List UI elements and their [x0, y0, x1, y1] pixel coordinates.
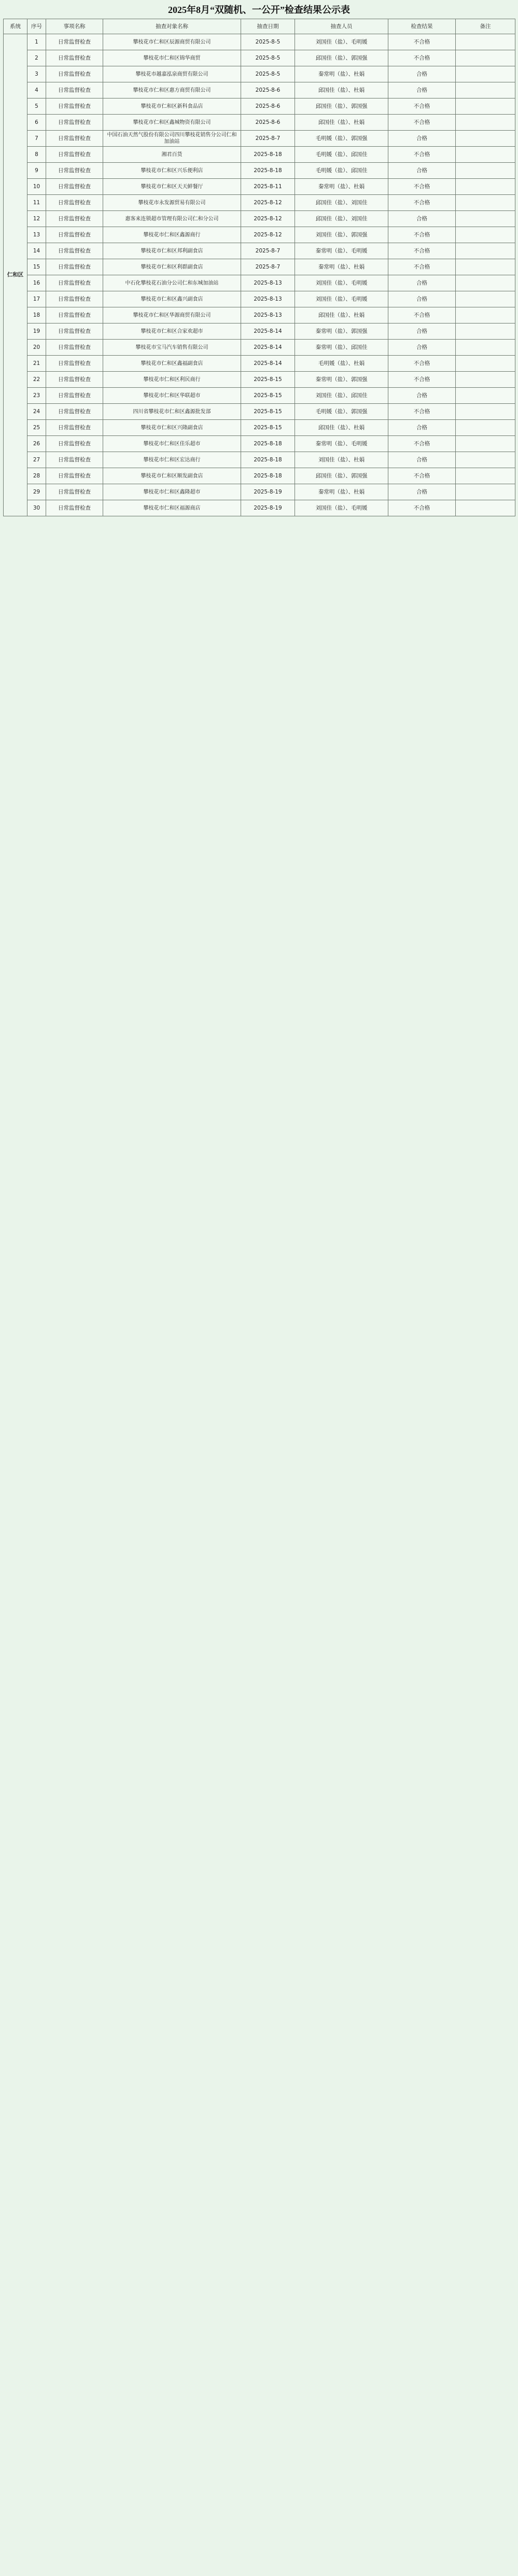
cell-date: 2025-8-18	[241, 163, 295, 179]
cell-staff: 秦常明（盐）、杜娟	[295, 484, 388, 500]
cell-item: 日常监督检查	[46, 468, 103, 484]
cell-item: 日常监督检查	[46, 147, 103, 163]
cell-note	[456, 147, 515, 163]
cell-note	[456, 420, 515, 436]
cell-no: 19	[27, 323, 46, 340]
cell-no: 27	[27, 452, 46, 468]
cell-date: 2025-8-15	[241, 404, 295, 420]
cell-date: 2025-8-5	[241, 34, 295, 50]
table-row	[4, 131, 515, 147]
inspection-table	[3, 19, 515, 516]
cell-no: 8	[27, 147, 46, 163]
table-row	[4, 388, 515, 404]
cell-date: 2025-8-18	[241, 452, 295, 468]
cell-no: 26	[27, 436, 46, 452]
table-row	[4, 50, 515, 66]
cell-unit: 攀枝花市仁和区辰源商贸有限公司	[103, 34, 241, 50]
cell-item: 日常监督检查	[46, 98, 103, 115]
cell-unit: 攀枝花市越嘉泓泉商贸有限公司	[103, 66, 241, 82]
cell-item: 日常监督检查	[46, 179, 103, 195]
table-row	[4, 34, 515, 50]
cell-staff: 毛明媛（盐）、郭国强	[295, 404, 388, 420]
cell-unit: 攀枝花市仁和区惠方商贸有限公司	[103, 82, 241, 98]
cell-date: 2025-8-6	[241, 115, 295, 131]
table-row	[4, 404, 515, 420]
cell-item: 日常监督检查	[46, 243, 103, 259]
table-row	[4, 115, 515, 131]
cell-item: 日常监督检查	[46, 66, 103, 82]
cell-date: 2025-8-6	[241, 98, 295, 115]
table-row	[4, 179, 515, 195]
cell-item: 日常监督检查	[46, 436, 103, 452]
cell-date: 2025-8-14	[241, 356, 295, 372]
cell-unit: 攀枝花市仁和区华源商贸有限公司	[103, 307, 241, 323]
cell-note	[456, 323, 515, 340]
page-title: 2025年8月“双随机、一公开”检查结果公示表	[168, 5, 350, 15]
cell-no: 22	[27, 372, 46, 388]
cell-unit: 攀枝花市仁和区佳乐超市	[103, 436, 241, 452]
cell-result: 不合格	[388, 468, 456, 484]
cell-unit: 攀枝花市仁和区鑫源商行	[103, 227, 241, 243]
cell-no: 4	[27, 82, 46, 98]
header-cell: 抽查人员	[295, 19, 388, 34]
cell-item: 日常监督检查	[46, 484, 103, 500]
table-row	[4, 82, 515, 98]
cell-unit: 湘君百货	[103, 147, 241, 163]
cell-no: 3	[27, 66, 46, 82]
cell-unit: 攀枝花市仁和区鑫城物资有限公司	[103, 115, 241, 131]
cell-date: 2025-8-6	[241, 82, 295, 98]
cell-note	[456, 372, 515, 388]
cell-unit: 攀枝花市仁和区华联超市	[103, 388, 241, 404]
cell-no: 13	[27, 227, 46, 243]
cell-unit: 攀枝花市仁和区合家欢超市	[103, 323, 241, 340]
cell-no: 18	[27, 307, 46, 323]
cell-staff: 毛明媛（盐）、邱国佳	[295, 163, 388, 179]
cell-note	[456, 66, 515, 82]
header-cell: 抽查对象名称	[103, 19, 241, 34]
cell-unit: 四川省攀枝花市仁和区鑫源批发部	[103, 404, 241, 420]
cell-result: 不合格	[388, 98, 456, 115]
cell-item: 日常监督检查	[46, 211, 103, 227]
cell-note	[456, 227, 515, 243]
cell-result: 不合格	[388, 34, 456, 50]
cell-item: 日常监督检查	[46, 195, 103, 211]
cell-no: 2	[27, 50, 46, 66]
cell-item: 日常监督检查	[46, 34, 103, 50]
cell-item: 日常监督检查	[46, 259, 103, 275]
cell-item: 日常监督检查	[46, 291, 103, 307]
cell-date: 2025-8-19	[241, 484, 295, 500]
cell-no: 11	[27, 195, 46, 211]
cell-staff: 邱国佳（盐）、杜娟	[295, 115, 388, 131]
table-row	[4, 147, 515, 163]
cell-item: 日常监督检查	[46, 227, 103, 243]
cell-note	[456, 259, 515, 275]
cell-note	[456, 50, 515, 66]
cell-date: 2025-8-18	[241, 147, 295, 163]
cell-staff: 邱国佳（盐）、杜娟	[295, 420, 388, 436]
cell-result: 不合格	[388, 372, 456, 388]
cell-no: 21	[27, 356, 46, 372]
cell-staff: 秦常明（盐）、杜娟	[295, 259, 388, 275]
cell-result: 不合格	[388, 500, 456, 516]
cell-unit: 攀枝花市仁和区利民商行	[103, 372, 241, 388]
cell-note	[456, 452, 515, 468]
cell-staff: 毛明媛（盐）、杜娟	[295, 356, 388, 372]
cell-item: 日常监督检查	[46, 500, 103, 516]
cell-result: 合格	[388, 82, 456, 98]
cell-unit: 攀枝花市仁和区鑫隆超市	[103, 484, 241, 500]
header-cell: 系统	[4, 19, 27, 34]
cell-no: 30	[27, 500, 46, 516]
cell-no: 10	[27, 179, 46, 195]
cell-note	[456, 307, 515, 323]
table-header-row	[4, 19, 515, 34]
cell-unit: 攀枝花市仁和区兴乐便利店	[103, 163, 241, 179]
cell-note	[456, 131, 515, 147]
table-row	[4, 420, 515, 436]
cell-staff: 刘国佳（盐）、杜娟	[295, 452, 388, 468]
cell-note	[456, 468, 515, 484]
cell-result: 不合格	[388, 147, 456, 163]
cell-no: 15	[27, 259, 46, 275]
cell-item: 日常监督检查	[46, 356, 103, 372]
table-row	[4, 227, 515, 243]
cell-staff: 邱国佳（盐）、郭国强	[295, 98, 388, 115]
cell-result: 合格	[388, 484, 456, 500]
cell-unit: 攀枝花市仁和区天天鲜餐厅	[103, 179, 241, 195]
cell-item: 日常监督检查	[46, 50, 103, 66]
cell-staff: 邱国佳（盐）、杜娟	[295, 82, 388, 98]
header-cell: 检查结果	[388, 19, 456, 34]
cell-staff: 秦常明（盐）、杜娟	[295, 66, 388, 82]
cell-result: 不合格	[388, 179, 456, 195]
cell-date: 2025-8-15	[241, 420, 295, 436]
cell-note	[456, 211, 515, 227]
table-row	[4, 307, 515, 323]
cell-date: 2025-8-15	[241, 372, 295, 388]
cell-note	[456, 34, 515, 50]
table-row	[4, 500, 515, 516]
table-row	[4, 484, 515, 500]
cell-no: 28	[27, 468, 46, 484]
table-row	[4, 66, 515, 82]
cell-date: 2025-8-14	[241, 340, 295, 356]
cell-staff: 秦常明（盐）、郭国强	[295, 372, 388, 388]
cell-item: 日常监督检查	[46, 372, 103, 388]
cell-unit: 攀枝花市仁和区新科食品店	[103, 98, 241, 115]
cell-date: 2025-8-7	[241, 243, 295, 259]
cell-no: 29	[27, 484, 46, 500]
cell-result: 不合格	[388, 195, 456, 211]
cell-result: 不合格	[388, 227, 456, 243]
cell-no: 9	[27, 163, 46, 179]
cell-unit: 攀枝花市永发源贸易有限公司	[103, 195, 241, 211]
cell-result: 合格	[388, 211, 456, 227]
cell-item: 日常监督检查	[46, 131, 103, 147]
cell-staff: 秦常明（盐）、邱国佳	[295, 340, 388, 356]
cell-note	[456, 484, 515, 500]
cell-staff: 邱国佳（盐）、刘国佳	[295, 195, 388, 211]
cell-no: 12	[27, 211, 46, 227]
table-row	[4, 340, 515, 356]
cell-result: 合格	[388, 291, 456, 307]
cell-staff: 刘国佳（盐）、毛明媛	[295, 500, 388, 516]
cell-no: 23	[27, 388, 46, 404]
cell-unit: 攀枝花市仁和区顺发副食店	[103, 468, 241, 484]
cell-unit: 中石化攀枝花石油分公司仁和东城加油站	[103, 275, 241, 291]
table-row	[4, 356, 515, 372]
table-row	[4, 323, 515, 340]
cell-staff: 邱国佳（盐）、杜娟	[295, 307, 388, 323]
table-row	[4, 291, 515, 307]
cell-result: 合格	[388, 275, 456, 291]
cell-note	[456, 243, 515, 259]
cell-item: 日常监督检查	[46, 340, 103, 356]
cell-result: 不合格	[388, 307, 456, 323]
system-cell: 仁和区	[4, 34, 27, 516]
cell-item: 日常监督检查	[46, 115, 103, 131]
cell-result: 不合格	[388, 243, 456, 259]
cell-date: 2025-8-5	[241, 66, 295, 82]
cell-date: 2025-8-13	[241, 291, 295, 307]
cell-note	[456, 291, 515, 307]
cell-item: 日常监督检查	[46, 307, 103, 323]
cell-item: 日常监督检查	[46, 388, 103, 404]
cell-staff: 刘国佳（盐）、毛明媛	[295, 291, 388, 307]
cell-note	[456, 82, 515, 98]
cell-note	[456, 340, 515, 356]
cell-staff: 秦常明（盐）、郭国强	[295, 323, 388, 340]
cell-date: 2025-8-7	[241, 131, 295, 147]
cell-result: 合格	[388, 323, 456, 340]
cell-staff: 毛明媛（盐）、邱国佳	[295, 147, 388, 163]
cell-item: 日常监督检查	[46, 275, 103, 291]
cell-unit: 攀枝花市仁和区鑫福副食店	[103, 356, 241, 372]
header-cell: 备注	[456, 19, 515, 34]
cell-staff: 刘国佳（盐）、毛明媛	[295, 34, 388, 50]
cell-result: 合格	[388, 66, 456, 82]
cell-result: 不合格	[388, 356, 456, 372]
header-cell: 事项名称	[46, 19, 103, 34]
cell-result: 合格	[388, 388, 456, 404]
cell-unit: 中国石油天然气股份有限公司四川攀枝花销售分公司仁和加油站	[103, 131, 241, 147]
table-row	[4, 163, 515, 179]
table-row	[4, 436, 515, 452]
cell-result: 合格	[388, 340, 456, 356]
cell-result: 不合格	[388, 50, 456, 66]
cell-note	[456, 98, 515, 115]
cell-date: 2025-8-18	[241, 436, 295, 452]
cell-date: 2025-8-11	[241, 179, 295, 195]
cell-date: 2025-8-7	[241, 259, 295, 275]
cell-no: 25	[27, 420, 46, 436]
cell-no: 6	[27, 115, 46, 131]
cell-no: 5	[27, 98, 46, 115]
cell-no: 24	[27, 404, 46, 420]
cell-result: 合格	[388, 420, 456, 436]
cell-unit: 攀枝花市仁和区鑫兴副食店	[103, 291, 241, 307]
header-cell: 抽查日期	[241, 19, 295, 34]
cell-note	[456, 163, 515, 179]
cell-date: 2025-8-18	[241, 468, 295, 484]
cell-result: 合格	[388, 452, 456, 468]
cell-date: 2025-8-19	[241, 500, 295, 516]
table-row	[4, 468, 515, 484]
table-row	[4, 452, 515, 468]
cell-staff: 秦常明（盐）、毛明媛	[295, 243, 388, 259]
cell-note	[456, 179, 515, 195]
cell-date: 2025-8-15	[241, 388, 295, 404]
cell-no: 16	[27, 275, 46, 291]
cell-unit: 攀枝花市仁和区宏达商行	[103, 452, 241, 468]
cell-unit: 攀枝花市仁和区兴隆副食店	[103, 420, 241, 436]
cell-unit: 攀枝花市仁和区利群副食店	[103, 259, 241, 275]
cell-no: 14	[27, 243, 46, 259]
cell-note	[456, 500, 515, 516]
table-row	[4, 211, 515, 227]
cell-unit: 攀枝花市仁和区锦华商贸	[103, 50, 241, 66]
cell-staff: 刘国佳（盐）、邱国佳	[295, 388, 388, 404]
cell-item: 日常监督检查	[46, 404, 103, 420]
cell-staff: 毛明媛（盐）、郭国强	[295, 131, 388, 147]
cell-note	[456, 356, 515, 372]
cell-note	[456, 115, 515, 131]
cell-item: 日常监督检查	[46, 82, 103, 98]
cell-no: 1	[27, 34, 46, 50]
cell-unit: 攀枝花市仁和区邦利副食店	[103, 243, 241, 259]
cell-date: 2025-8-14	[241, 323, 295, 340]
cell-item: 日常监督检查	[46, 323, 103, 340]
cell-unit: 惠客来连锁超市管理有限公司仁和分公司	[103, 211, 241, 227]
cell-date: 2025-8-5	[241, 50, 295, 66]
table-row	[4, 372, 515, 388]
table-row	[4, 259, 515, 275]
cell-item: 日常监督检查	[46, 420, 103, 436]
cell-staff: 刘国佳（盐）、毛明媛	[295, 275, 388, 291]
cell-staff: 邱国佳（盐）、郭国强	[295, 50, 388, 66]
cell-staff: 刘国佳（盐）、郭国强	[295, 227, 388, 243]
table-row	[4, 243, 515, 259]
cell-note	[456, 195, 515, 211]
cell-no: 20	[27, 340, 46, 356]
cell-staff: 邱国佳（盐）、刘国佳	[295, 211, 388, 227]
cell-date: 2025-8-12	[241, 195, 295, 211]
cell-staff: 秦常明（盐）、杜娟	[295, 179, 388, 195]
cell-item: 日常监督检查	[46, 452, 103, 468]
cell-item: 日常监督检查	[46, 163, 103, 179]
cell-no: 17	[27, 291, 46, 307]
header-cell: 序号	[27, 19, 46, 34]
cell-staff: 邱国佳（盐）、郭国强	[295, 468, 388, 484]
cell-no: 7	[27, 131, 46, 147]
cell-result: 不合格	[388, 259, 456, 275]
cell-note	[456, 275, 515, 291]
cell-date: 2025-8-12	[241, 227, 295, 243]
cell-date: 2025-8-13	[241, 275, 295, 291]
cell-result: 合格	[388, 163, 456, 179]
cell-note	[456, 404, 515, 420]
cell-date: 2025-8-12	[241, 211, 295, 227]
cell-staff: 秦常明（盐）、毛明媛	[295, 436, 388, 452]
cell-result: 不合格	[388, 404, 456, 420]
table-row	[4, 195, 515, 211]
cell-date: 2025-8-13	[241, 307, 295, 323]
cell-unit: 攀枝花市仁和区福源商店	[103, 500, 241, 516]
cell-unit: 攀枝花市宝马汽车销售有限公司	[103, 340, 241, 356]
cell-result: 不合格	[388, 436, 456, 452]
cell-note	[456, 436, 515, 452]
table-row	[4, 275, 515, 291]
cell-result: 合格	[388, 131, 456, 147]
cell-result: 不合格	[388, 115, 456, 131]
table-row	[4, 98, 515, 115]
cell-note	[456, 388, 515, 404]
